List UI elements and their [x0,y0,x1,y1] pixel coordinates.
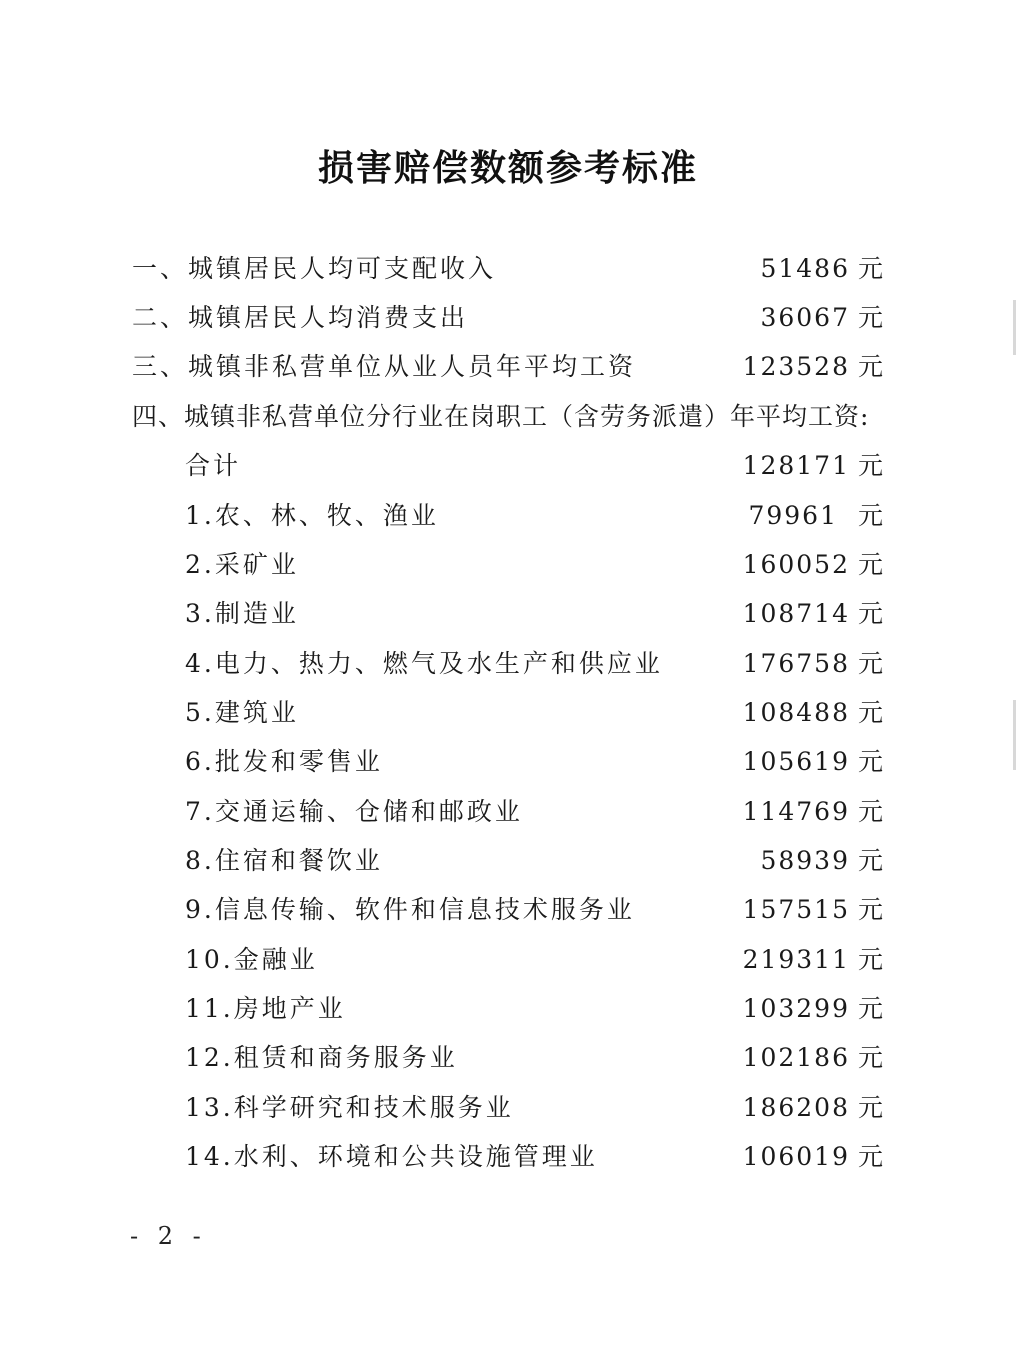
item-label: 1.农、林、牧、渔业 [185,501,439,530]
industry-item [185,940,890,980]
document-title: 损害赔偿数额参考标准 [317,148,698,189]
item-label: 9.信息传输、软件和信息技术服务业 [185,895,635,924]
item-label: 三、城镇非私营单位从业人员年平均工资 [132,352,637,381]
item-amount: 58939 [760,846,850,875]
industry-item [185,742,890,782]
item-amount: 123528 [742,352,850,381]
item-label: 12.租赁和商务服务业 [185,1043,458,1072]
industry-item [185,496,890,536]
item-unit: 元 [858,451,884,480]
industry-item [185,594,890,634]
item-unit: 元 [858,994,884,1023]
item-label: 14.水利、环境和公共设施管理业 [185,1142,598,1171]
item-amount: 128171 [742,451,850,480]
main-item [132,298,890,338]
industry-item [185,545,890,585]
item-amount: 102186 [742,1043,850,1072]
item-unit: 元 [858,303,884,332]
item-unit: 元 [858,1142,884,1171]
item-label: 8.住宿和餐饮业 [185,846,383,875]
industry-item [185,1038,890,1078]
industry-item [185,1137,890,1177]
item-label: 合计 [185,451,242,480]
item-label: 10.金融业 [185,945,318,974]
item-unit: 元 [858,599,884,628]
item-amount: 160052 [742,550,850,579]
item-amount: 176758 [742,649,850,678]
item-label: 5.建筑业 [185,698,299,727]
item-unit: 元 [858,254,884,283]
item-unit: 元 [858,649,884,678]
main-item [132,249,890,289]
industry-item [185,989,890,1029]
item-label: 四、城镇非私营单位分行业在岗职工（含劳务派遣）年平均工资: [132,402,870,431]
item-amount: 114769 [742,797,850,826]
item-unit: 元 [858,945,884,974]
item-amount: 36067 [760,303,850,332]
item-label: 2.采矿业 [185,550,299,579]
item-amount: 157515 [742,895,850,924]
item-unit: 元 [858,1043,884,1072]
item-label: 一、城镇居民人均可支配收入 [132,254,497,283]
item-amount: 51486 [760,254,850,283]
item-amount: 108714 [742,599,850,628]
item-unit: 元 [858,1093,884,1122]
item-label: 13.科学研究和技术服务业 [185,1093,514,1122]
main-item-heading [132,397,890,437]
item-amount: 106019 [742,1142,850,1171]
main-item [132,347,890,387]
item-label: 6.批发和零售业 [185,747,383,776]
industry-item [185,841,890,881]
item-unit: 元 [858,550,884,579]
industry-item [185,644,890,684]
item-unit: 元 [858,501,884,530]
industry-item [185,693,890,733]
item-amount: 186208 [742,1093,850,1122]
item-amount: 103299 [742,994,850,1023]
item-label: 3.制造业 [185,599,299,628]
item-unit: 元 [858,846,884,875]
page-number: - 2 - [130,1222,207,1250]
industry-item [185,446,890,486]
item-amount: 79961 [748,501,838,530]
item-unit: 元 [858,797,884,826]
item-label: 11.房地产业 [185,994,346,1023]
item-amount: 105619 [742,747,850,776]
item-unit: 元 [858,747,884,776]
industry-item [185,792,890,832]
industry-item [185,1088,890,1128]
item-unit: 元 [858,352,884,381]
item-unit: 元 [858,698,884,727]
industry-item [185,890,890,930]
item-label: 4.电力、热力、燃气及水生产和供应业 [185,649,663,678]
item-amount: 219311 [742,945,850,974]
item-label: 二、城镇居民人均消费支出 [132,303,469,332]
item-unit: 元 [858,895,884,924]
item-amount: 108488 [742,698,850,727]
item-label: 7.交通运输、仓储和邮政业 [185,797,523,826]
